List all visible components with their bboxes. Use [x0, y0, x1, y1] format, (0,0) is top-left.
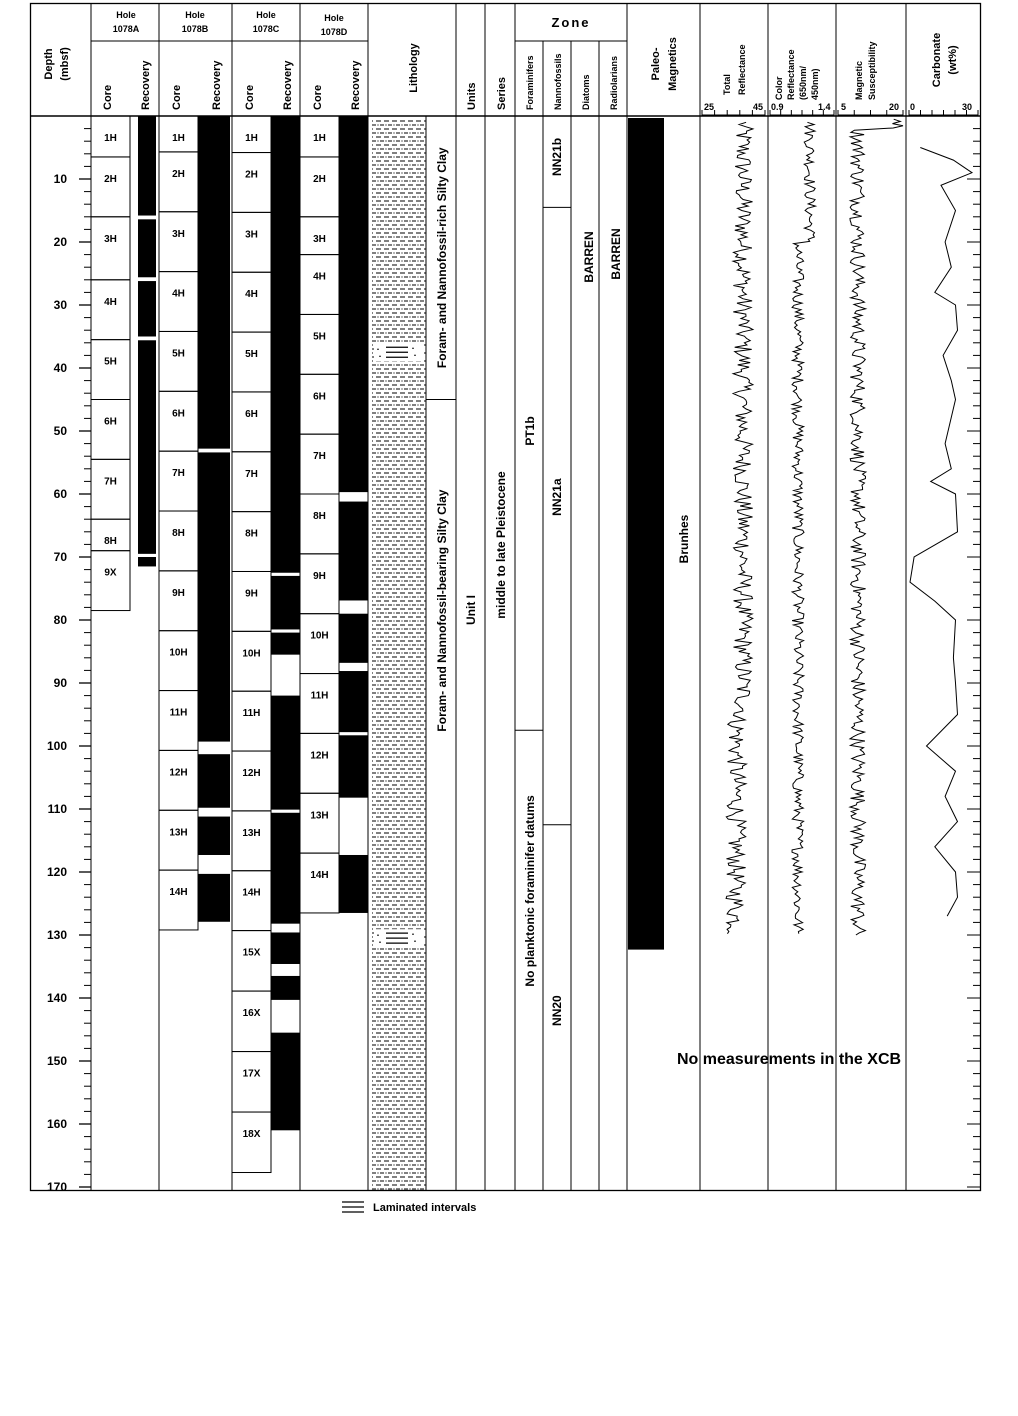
core-label: 14H — [169, 887, 188, 899]
series-label: middle to late Pleistocene — [494, 471, 508, 619]
core-label: 17X — [242, 1068, 261, 1080]
nanno-middle-label: NN21a — [550, 478, 564, 516]
hole-b-line1: Hole — [185, 10, 205, 20]
color-refl-scale-max: 1.4 — [818, 102, 831, 112]
mag-sus-scale-max: 20 — [889, 102, 900, 112]
no-measurements-note: No measurements in the XCB — [677, 1051, 902, 1068]
paleomag-header-1: Paleo- — [650, 47, 662, 81]
laminated-legend-icon — [342, 1202, 364, 1212]
core-label: 13H — [242, 827, 261, 839]
core-label: 1H — [172, 133, 185, 144]
core-label: 2H — [245, 169, 258, 181]
hole-c-line2: 1078C — [252, 24, 280, 34]
core-label: 11H — [310, 690, 329, 702]
core-box — [300, 793, 339, 853]
paleomag-label: Brunhes — [677, 514, 691, 564]
core-box — [232, 153, 271, 213]
core-label: 3H — [172, 228, 185, 240]
diatoms-label: BARREN — [582, 231, 596, 283]
carbonate-curve — [910, 148, 972, 917]
core-label: 6H — [245, 408, 258, 420]
hole-d-line1: Hole — [324, 13, 344, 23]
laminated-dot — [377, 934, 379, 936]
recovery-bar — [138, 340, 156, 554]
laminated-dot — [377, 348, 379, 350]
recovery-bar — [339, 855, 368, 913]
core-box — [300, 733, 339, 793]
total-refl-scale-max: 45 — [753, 102, 764, 112]
core-box — [91, 217, 130, 280]
core-box — [232, 392, 271, 452]
core-label: 2H — [172, 168, 185, 180]
carbonate-header-1: Carbonate — [931, 32, 943, 88]
depth-tick-label: 30 — [53, 298, 67, 312]
recovery-bar — [271, 576, 300, 630]
core-box — [232, 811, 271, 871]
color-refl-header-3: (650nm/ — [798, 65, 808, 100]
core-box — [232, 452, 271, 512]
laminated-dot — [412, 933, 414, 935]
recovery-header-a: Recovery — [140, 60, 152, 110]
core-box — [300, 434, 339, 494]
scale-ticks — [702, 110, 978, 116]
core-label: 12H — [169, 767, 188, 779]
core-box — [232, 272, 271, 332]
core-box — [232, 1052, 271, 1112]
recovery-bar — [138, 219, 156, 277]
core-box — [300, 853, 339, 913]
core-box — [300, 674, 339, 734]
core-label: 11H — [242, 708, 261, 720]
core-label: 10H — [242, 648, 261, 660]
zone-header: Zone — [551, 15, 591, 30]
core-box — [300, 255, 339, 315]
depth-tick-label: 160 — [46, 1117, 67, 1131]
core-box — [91, 280, 130, 340]
laminated-legend-label: Laminated intervals — [373, 1202, 477, 1214]
depth-header: Depth — [43, 48, 55, 80]
depth-tick-label: 90 — [53, 676, 67, 690]
recovery-bar — [339, 671, 368, 732]
core-box — [159, 331, 198, 391]
recovery-bar — [271, 696, 300, 810]
depth-tick-label: 70 — [53, 550, 67, 564]
core-box — [232, 871, 271, 931]
total-refl-header-2: Reflectance — [737, 44, 747, 95]
paleomag-normal-polarity-bar — [628, 118, 664, 950]
recovery-bar — [198, 754, 230, 808]
core-label: 7H — [245, 468, 258, 480]
core-box — [159, 272, 198, 332]
core-label: 13H — [310, 810, 329, 822]
legend — [342, 1202, 476, 1214]
depth-axis — [47, 129, 91, 1194]
core-box — [232, 512, 271, 572]
core-box — [232, 332, 271, 392]
core-label: 3H — [104, 233, 117, 245]
core-box — [232, 212, 271, 272]
core-box — [232, 571, 271, 631]
depth-tick-label: 10 — [53, 172, 67, 186]
core-label: 5H — [245, 349, 258, 361]
core-label: 6H — [104, 416, 117, 428]
core-label: 8H — [313, 511, 326, 522]
nannofossils-header: Nannofossils — [553, 53, 563, 110]
recovery-bar — [339, 735, 368, 797]
recovery-bar — [339, 116, 368, 492]
color-refl-header-4: 450nm) — [810, 68, 820, 100]
hole-a-line1: Hole — [116, 10, 136, 20]
core-label: 8H — [245, 528, 258, 540]
recovery-header-c: Recovery — [282, 60, 294, 110]
core-label: 9H — [172, 587, 185, 599]
core-header-c: Core — [244, 84, 256, 110]
core-box — [159, 810, 198, 870]
laminated-dot — [379, 941, 381, 943]
depth-tick-label: 120 — [46, 865, 67, 879]
core-label: 1H — [313, 133, 326, 144]
carbonate-scale-min: 0 — [910, 102, 916, 112]
core-label: 7H — [172, 468, 185, 480]
lithology-pattern — [372, 118, 426, 1190]
core-box — [91, 400, 130, 460]
core-box — [300, 494, 339, 554]
core-box — [300, 614, 339, 674]
series-header: Series — [496, 76, 508, 110]
foraminifers-header: Foraminifers — [525, 55, 535, 110]
mag-sus-header-2: Susceptibility — [867, 41, 877, 100]
core-box — [91, 340, 130, 400]
recovery-bar — [271, 813, 300, 924]
units-header: Units — [466, 82, 478, 110]
core-label: 13H — [169, 827, 188, 839]
core-label: 1H — [104, 133, 117, 144]
core-label: 14H — [242, 887, 261, 899]
core-label: 9H — [313, 570, 326, 582]
carbonate-scale-max: 30 — [962, 102, 973, 112]
core-label: 6H — [313, 391, 326, 403]
core-columns — [91, 116, 368, 1173]
recovery-bar — [138, 116, 156, 216]
depth-tick-label: 170 — [46, 1180, 67, 1194]
recovery-bar — [198, 817, 230, 855]
core-label: 18X — [242, 1129, 261, 1141]
core-label: 5H — [313, 331, 326, 343]
mag-sus-header-1: Magnetic — [854, 60, 864, 100]
core-label: 7H — [313, 451, 326, 463]
recovery-bar — [339, 502, 368, 601]
radiolarians-header: Radiolarians — [609, 55, 619, 110]
core-box — [159, 152, 198, 212]
core-header-d: Core — [312, 84, 324, 110]
color-refl-header-2: Reflectance — [786, 49, 796, 100]
depth-tick-label: 50 — [53, 424, 67, 438]
core-label: 14H — [310, 870, 329, 882]
depth-unit-header: (mbsf) — [59, 47, 71, 81]
recovery-bar — [198, 116, 230, 449]
core-label: 3H — [245, 229, 258, 241]
depth-tick-label: 110 — [47, 802, 67, 816]
depth-tick-label: 80 — [53, 613, 67, 627]
depth-tick-label: 100 — [46, 739, 67, 753]
core-label: 3H — [313, 233, 326, 245]
core-label: 8H — [172, 528, 185, 540]
depth-tick-label: 40 — [53, 361, 67, 375]
column-headers — [43, 10, 972, 112]
core-label: 16X — [242, 1008, 261, 1020]
core-box — [91, 157, 130, 217]
diatoms-header: Diatoms — [581, 74, 591, 110]
carbonate-header-2: (wt%) — [947, 45, 959, 75]
hole-b-line2: 1078B — [181, 24, 209, 34]
recovery-header-b: Recovery — [211, 60, 223, 110]
core-box — [159, 511, 198, 571]
paleomag-header-2: Magnetics — [667, 37, 679, 91]
core-box — [159, 691, 198, 751]
foram-upper-label: PT1b — [523, 416, 537, 446]
core-box — [232, 1112, 271, 1172]
recovery-bar — [198, 874, 230, 922]
depth-tick-label: 140 — [46, 991, 67, 1005]
nanno-bottom-label: NN20 — [550, 995, 564, 1026]
depth-tick-label: 60 — [53, 487, 67, 501]
laminated-dot — [379, 355, 381, 357]
recovery-bar — [138, 557, 156, 566]
recovery-bar — [198, 452, 230, 741]
core-box — [232, 991, 271, 1051]
core-label: 5H — [104, 356, 117, 368]
recovery-bar — [271, 1033, 300, 1131]
lithology-upper-label: Foram- and Nannofossil-rich Silty Clay — [435, 147, 449, 369]
recovery-bar — [271, 633, 300, 655]
core-label: 4H — [172, 288, 185, 300]
total-reflectance-curve — [726, 122, 753, 933]
core-label: 7H — [104, 476, 117, 488]
core-header-b: Core — [171, 84, 183, 110]
core-label: 10H — [169, 647, 188, 659]
core-label: 11H — [169, 707, 188, 719]
depth-tick-label: 150 — [46, 1054, 67, 1068]
core-box — [300, 554, 339, 614]
core-label: 5H — [172, 348, 185, 360]
core-box — [232, 751, 271, 811]
core-box — [159, 870, 198, 930]
core-box — [232, 631, 271, 691]
core-box — [159, 631, 198, 691]
recovery-header-d: Recovery — [350, 60, 362, 110]
core-box — [159, 750, 198, 810]
laminated-dot — [412, 347, 414, 349]
depth-tick-label: 20 — [53, 235, 67, 249]
core-box — [232, 931, 271, 991]
nanno-top-label: NN21b — [550, 137, 564, 176]
mag-sus-scale-min: 5 — [841, 102, 847, 112]
recovery-bar — [271, 976, 300, 1000]
core-box — [300, 314, 339, 374]
core-box — [300, 157, 339, 217]
radiolarians-label: BARREN — [609, 228, 623, 280]
core-label: 12H — [310, 750, 329, 762]
core-label: 2H — [313, 173, 326, 185]
core-label: 6H — [172, 408, 185, 420]
color-refl-scale-min: 0.9 — [771, 102, 784, 112]
recovery-bar — [138, 281, 156, 336]
core-label: 1H — [245, 133, 258, 144]
core-label: 9X — [104, 567, 117, 579]
foram-lower-label: No planktonic foraminifer datums — [523, 795, 537, 987]
recovery-bar — [339, 614, 368, 663]
total-refl-header-1: Total — [722, 74, 732, 95]
core-box — [159, 571, 198, 631]
core-label: 15X — [242, 947, 261, 959]
core-label: 2H — [104, 173, 117, 185]
color-refl-header-1: Color — [774, 76, 784, 100]
core-label: 12H — [242, 768, 261, 780]
recovery-bar — [271, 116, 300, 573]
right-depth-ticks — [967, 129, 981, 1187]
color-reflectance-curve — [792, 122, 816, 933]
hole-c-line1: Hole — [256, 10, 276, 20]
core-label: 4H — [104, 296, 117, 308]
core-label: 4H — [245, 289, 258, 301]
core-label: 10H — [310, 630, 329, 642]
core-box — [91, 551, 130, 611]
core-box — [159, 451, 198, 511]
core-box — [300, 374, 339, 434]
laminated-dot — [414, 354, 416, 356]
depth-tick-label: 130 — [46, 928, 67, 942]
total-refl-scale-min: 25 — [704, 102, 715, 112]
core-header-a: Core — [102, 84, 114, 110]
core-box — [159, 391, 198, 451]
core-box — [159, 212, 198, 272]
laminated-dot — [414, 940, 416, 942]
core-label: 9H — [245, 588, 258, 600]
core-box — [232, 691, 271, 751]
core-label: 4H — [313, 271, 326, 283]
lithology-header: Lithology — [408, 43, 420, 93]
lithology-lower-label: Foram- and Nannofossil-bearing Silty Clay — [435, 489, 449, 732]
core-label: 8H — [104, 536, 117, 548]
recovery-bar — [271, 932, 300, 964]
hole-d-line2: 1078D — [320, 27, 348, 37]
unit-label: Unit I — [464, 595, 478, 625]
magnetic-susceptibility-curve — [850, 119, 903, 935]
hole-a-line2: 1078A — [112, 24, 140, 34]
core-box — [91, 459, 130, 519]
